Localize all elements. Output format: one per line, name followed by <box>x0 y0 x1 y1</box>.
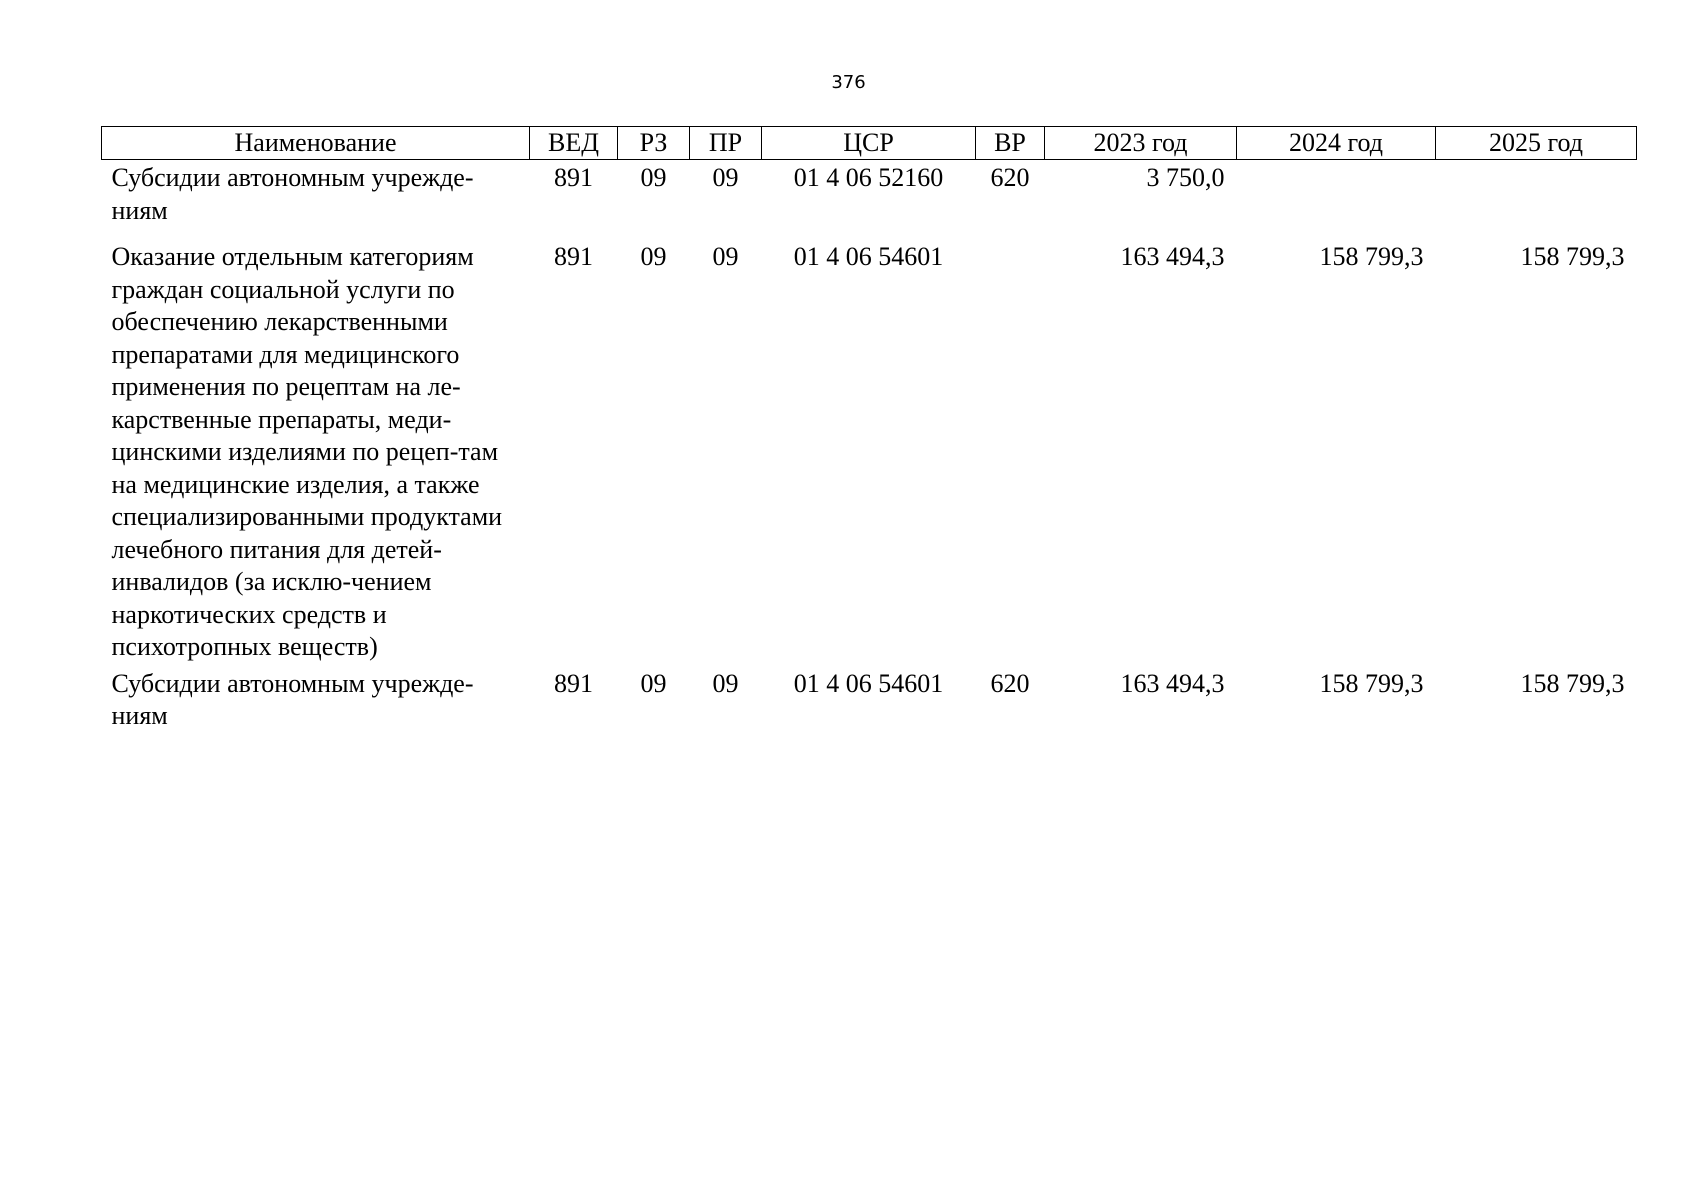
header-ved: ВЕД <box>530 127 618 160</box>
table-row <box>102 160 1637 240</box>
row-pr: 09 <box>712 668 739 698</box>
row-pr: 09 <box>712 163 739 192</box>
row-vr: 620 <box>990 668 1030 698</box>
row-2025: 158 799,3 <box>1520 242 1625 271</box>
row-vr: 620 <box>990 163 1030 192</box>
row-ved: 891 <box>554 668 593 698</box>
header-pr: ПР <box>690 127 762 160</box>
table-row <box>102 239 1637 666</box>
row-ved: 891 <box>554 163 593 192</box>
table-row <box>102 666 1637 735</box>
row-rz: 09 <box>640 242 667 271</box>
row-vr <box>976 239 1045 666</box>
row-name: Субсидии автономным учрежде-ниям <box>111 668 474 730</box>
row-2024: 158 799,3 <box>1319 668 1424 698</box>
row-2023: 163 494,3 <box>1120 242 1225 271</box>
row-csr: 01 4 06 52160 <box>793 163 944 192</box>
header-2025: 2025 год <box>1436 127 1637 160</box>
row-pr: 09 <box>712 242 739 271</box>
header-2024: 2024 год <box>1237 127 1436 160</box>
row-rz: 09 <box>640 163 667 192</box>
row-ved: 891 <box>554 242 593 271</box>
header-rz: РЗ <box>618 127 690 160</box>
row-name: Субсидии автономным учрежде-ниям <box>111 163 474 225</box>
row-name: Оказание отдельным категориям граждан социальной услуги по обеспечению лекарственными препаратами для медицинского применения по рецептам на ле-карственные препараты, меди-цинскими изделиями по рецеп-там на медицинские изделия, а также специализированными продуктами лечебного питания для детей-инвалидов (за исклю-чением наркотических средств и психотропных веществ) <box>111 242 503 661</box>
row-2025 <box>1436 160 1637 240</box>
row-2024: 158 799,3 <box>1319 242 1424 271</box>
header-name: Наименование <box>102 127 530 160</box>
header-vr: ВР <box>976 127 1045 160</box>
table-header-row <box>102 127 1637 160</box>
budget-table <box>101 126 1637 735</box>
page-number: 376 <box>831 72 866 93</box>
row-csr: 01 4 06 54601 <box>793 242 944 271</box>
header-2023: 2023 год <box>1045 127 1237 160</box>
header-csr: ЦСР <box>762 127 976 160</box>
row-2025: 158 799,3 <box>1520 668 1625 698</box>
row-csr: 01 4 06 54601 <box>793 668 944 698</box>
row-rz: 09 <box>640 668 667 698</box>
row-2023: 163 494,3 <box>1120 668 1225 698</box>
row-2024 <box>1237 160 1436 240</box>
row-2023: 3 750,0 <box>1146 163 1225 192</box>
